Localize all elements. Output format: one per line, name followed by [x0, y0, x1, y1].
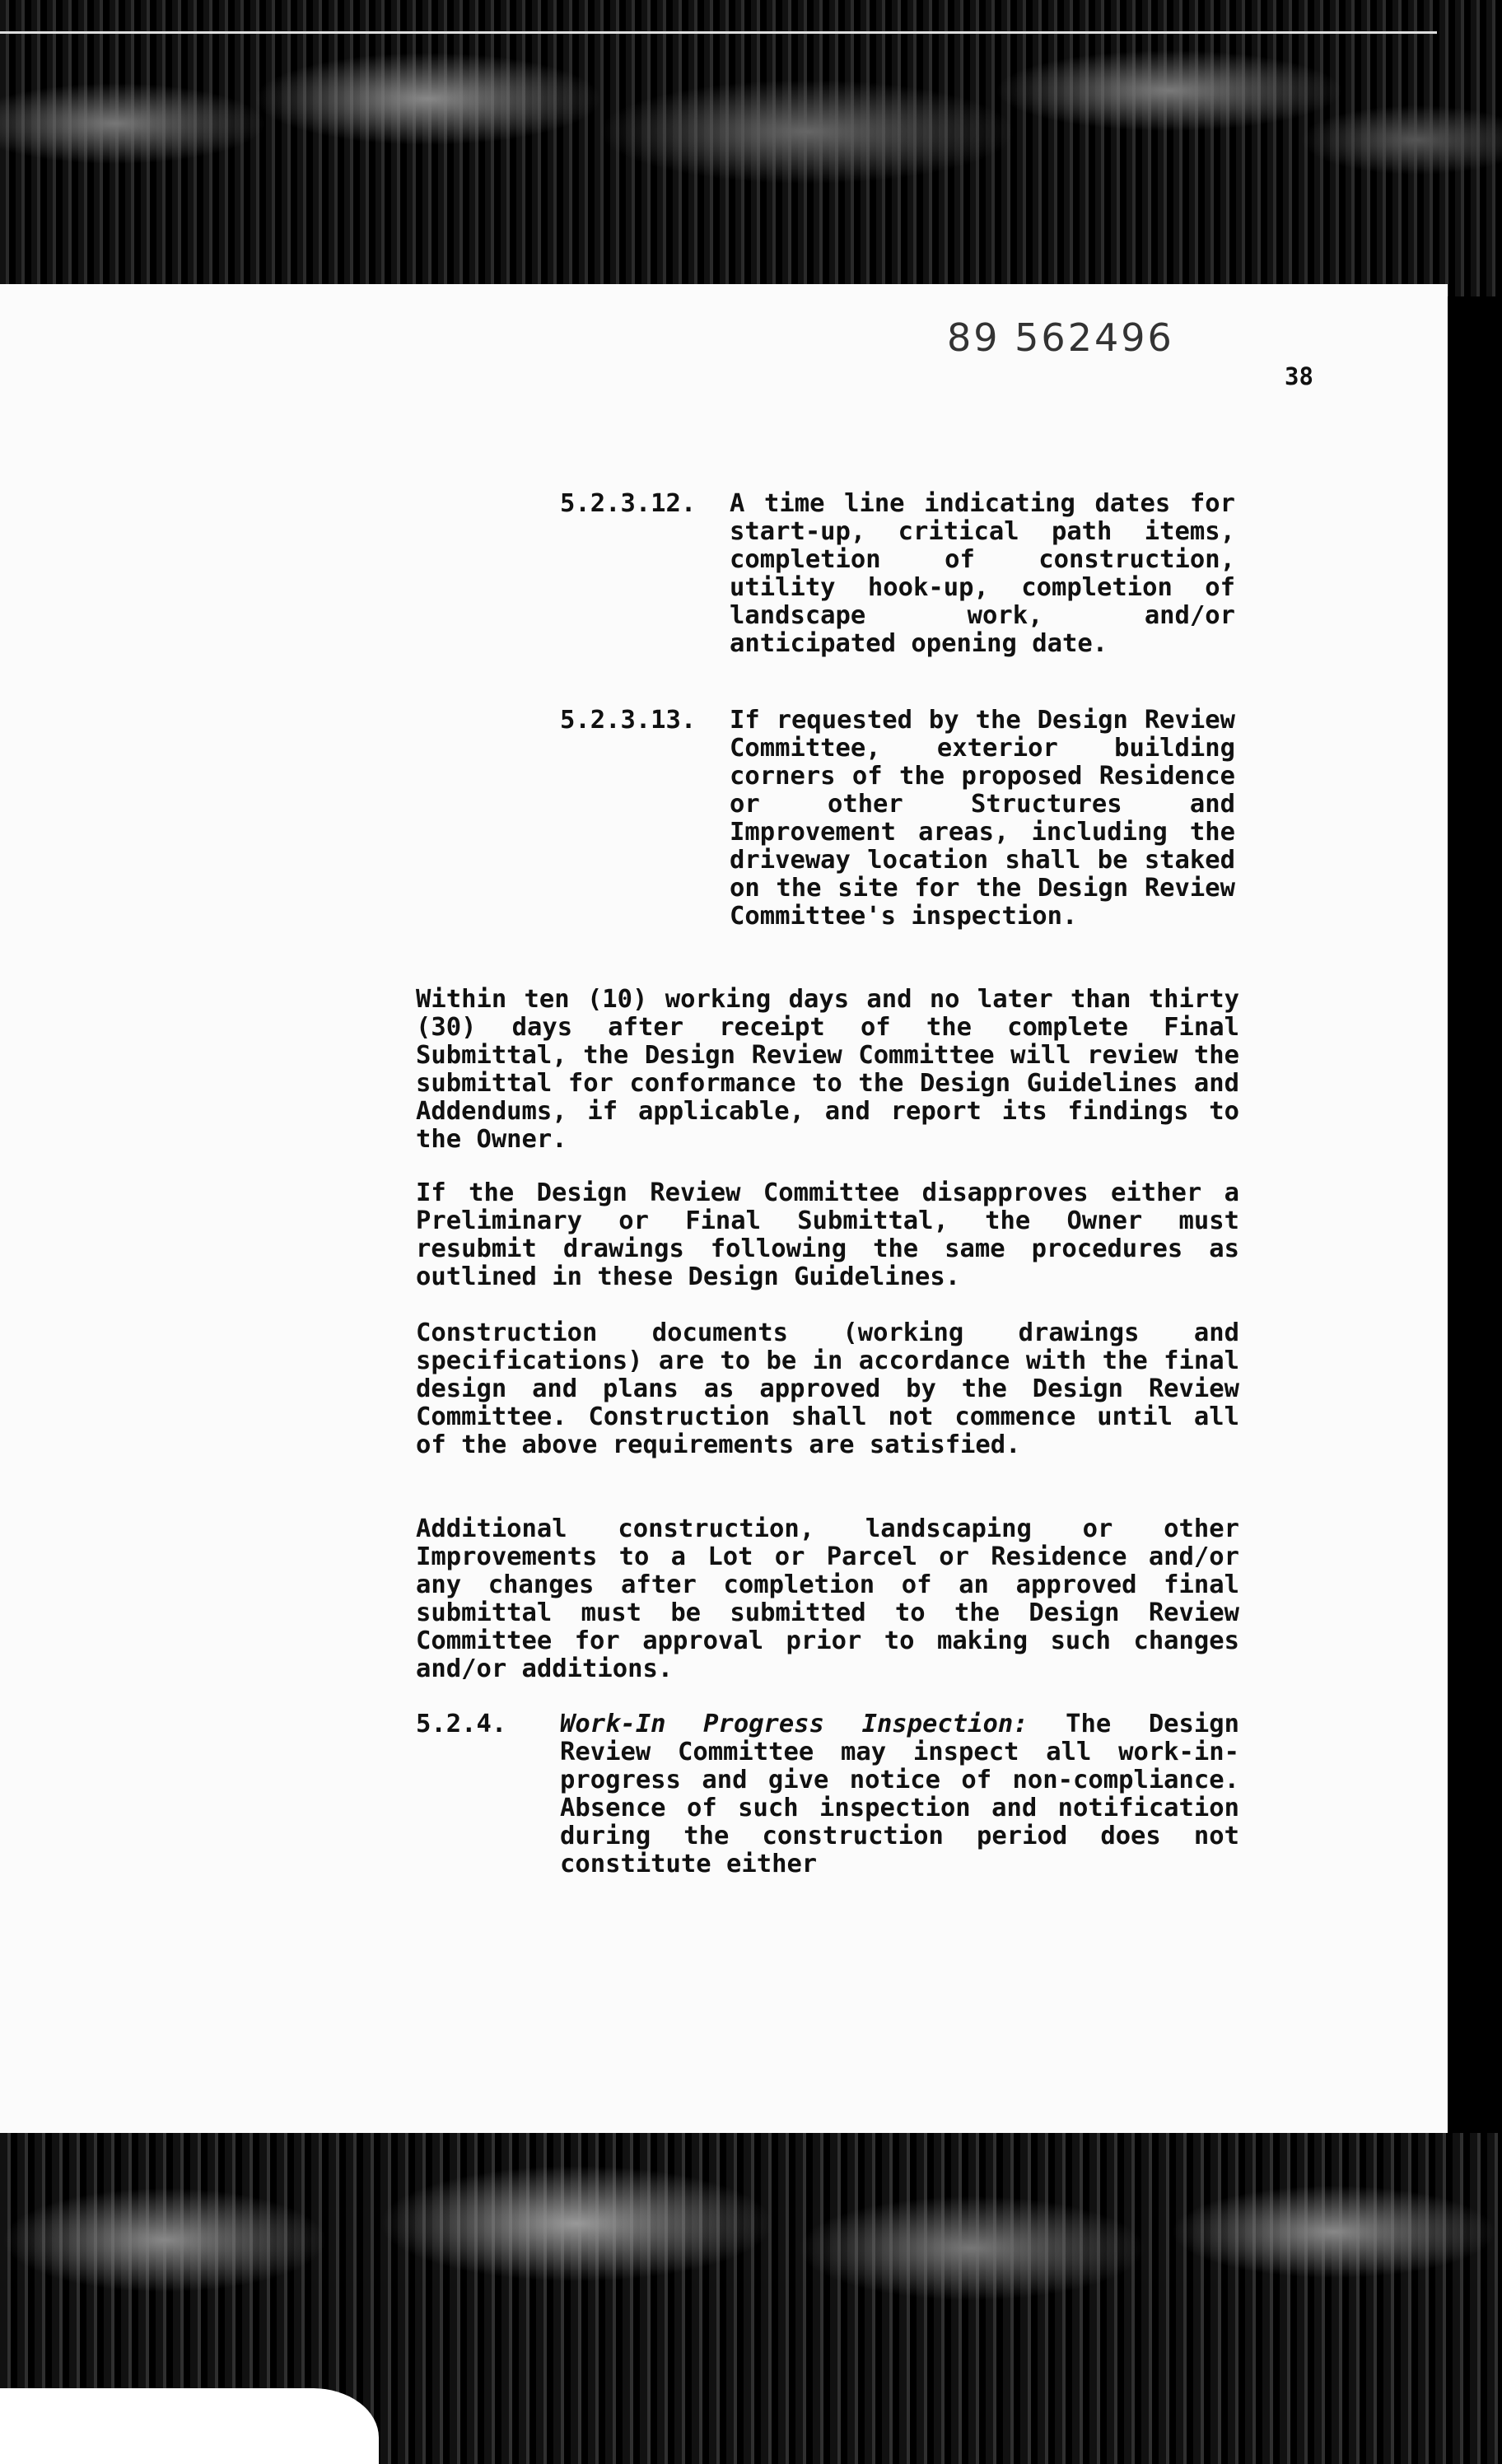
doc-number: 89 562496	[947, 315, 1174, 360]
section-heading: Work-In Progress Inspection:	[560, 1710, 1029, 1738]
paragraph: Construction documents (working drawings and specifications) are to be in accordance with the final design and plans as approved by the Design Review Committee. Construction shall not commence until all of the above requirements are satisfied.	[416, 1318, 1239, 1459]
page-number: 38	[1285, 362, 1313, 390]
paragraph: Additional construction, landscaping or other Improvements to a Lot or Parcel or Residence and/or any changes after completion of an approved final submittal must be submitted to the Design Review Committee for approval prior to making such changes and/or additions.	[416, 1514, 1239, 1683]
item-text: A time line indicating dates for start-up, critical path items, completion of construction, utility hook-up, completion of landscape work, and/or anticipated opening date.	[730, 489, 1235, 658]
scan-top-border	[0, 0, 1502, 296]
item-number: 5.2.3.13.	[560, 706, 697, 735]
section-body: The Design Review Committee may inspect all work-in-progress and give notice of non-compliance. Absence of such inspection and notification during the construction period does not constitute either	[560, 1710, 1239, 1878]
item-text: If requested by the Design Review Committee, exterior building corners of the proposed Residence or other Structures and Improvement areas, including the driveway location shall be staked on the site for the Design Review Committee's inspection.	[730, 706, 1235, 931]
scan-top-rule	[0, 31, 1437, 34]
section-number: 5.2.4.	[416, 1710, 507, 1738]
paragraph: If the Design Review Committee disapproves either a Preliminary or Final Submittal, the Owner must resubmit drawings following the same procedures as outlined in these Design Guidelines.	[416, 1178, 1239, 1291]
item-number: 5.2.3.12.	[560, 489, 697, 518]
document-page	[0, 284, 1448, 2139]
section-text	[560, 1710, 1239, 1878]
paragraph: Within ten (10) working days and no later than thirty (30) days after receipt of the complete Final Submittal, the Design Review Committee will review the submittal for conformance to the Design Guidelines and Addendums, if applicable, and report its findings to the Owner.	[416, 985, 1239, 1154]
scan-corner-blot	[0, 2388, 379, 2464]
